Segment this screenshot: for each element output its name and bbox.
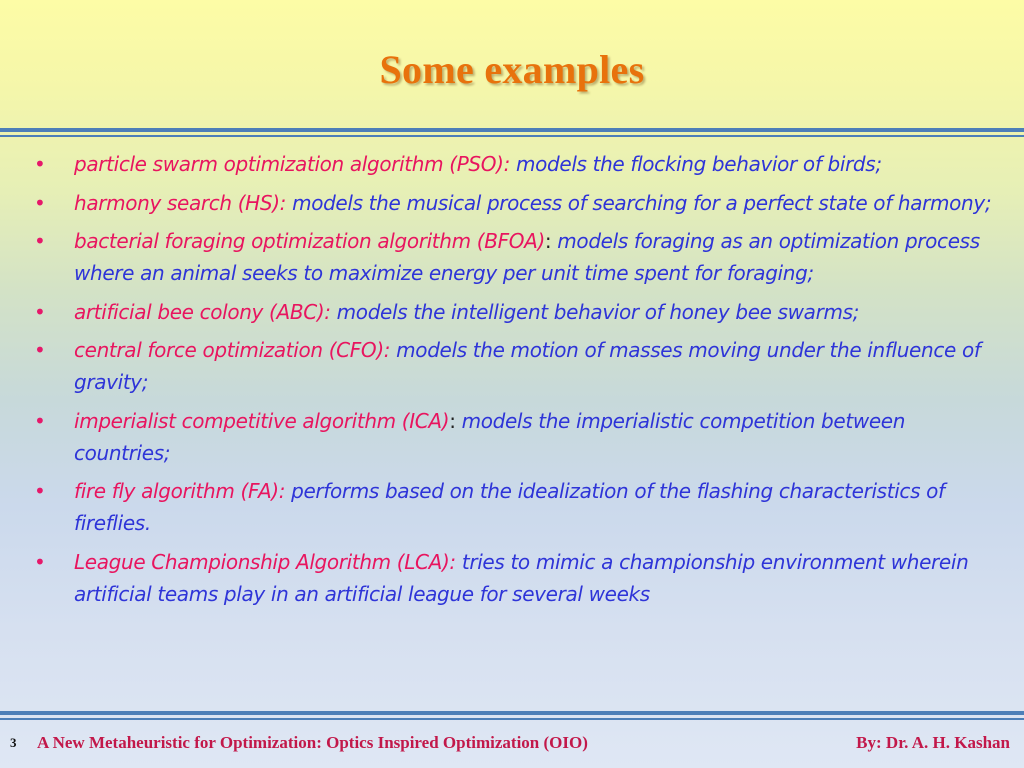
algorithm-description: models the flocking behavior of birds;	[510, 152, 882, 176]
algorithm-name: artificial bee colony (ABC):	[74, 299, 331, 324]
divider-thick-line	[0, 128, 1024, 132]
algorithm-name: League Championship Algorithm (LCA):	[74, 549, 456, 574]
divider-thin-line	[0, 135, 1024, 137]
algorithm-description: models the intelligent behavior of honey bee swarms;	[330, 299, 860, 324]
slide-title: Some examples	[379, 47, 645, 92]
algorithm-name: bacterial foraging optimization algorithm (BFOA)	[74, 229, 545, 253]
list-item	[0, 296, 1024, 328]
separator: :	[449, 408, 456, 433]
footer-title: A New Metaheuristic for Optimization: Optics Inspired Optimization (OIO)	[37, 733, 588, 752]
divider-thin-line	[0, 718, 1024, 720]
algorithm-description: models foraging as an optimization process where an animal seeks to maximize energy per unit time spent for foraging;	[74, 229, 980, 285]
bullet-icon: •	[34, 229, 46, 253]
title-divider	[0, 128, 1024, 137]
divider-thick-line	[0, 711, 1024, 715]
algorithm-description: performs based on the idealization of the flashing characteristics of fireflies.	[74, 479, 945, 535]
algorithm-name: harmony search (HS):	[74, 190, 287, 215]
bullet-icon: •	[34, 190, 46, 215]
examples-list	[0, 148, 1024, 616]
list-item	[0, 187, 1024, 219]
algorithm-description: models the musical process of searching for a perfect state of harmony;	[286, 190, 992, 215]
bullet-icon: •	[34, 338, 46, 362]
footer-author: By: Dr. A. H. Kashan	[856, 733, 1010, 752]
algorithm-description: models the imperialistic competition between countries;	[74, 408, 906, 465]
separator: :	[544, 229, 552, 253]
algorithm-description: tries to mimic a championship environment wherein artificial teams play in an artificial league for several weeks	[74, 549, 969, 606]
algorithm-name: imperialist competitive algorithm (ICA)	[74, 408, 450, 433]
algorithm-name: central force optimization (CFO):	[74, 338, 391, 362]
slide-number: 3	[10, 735, 17, 750]
algorithm-description: models the motion of masses moving under the influence of gravity;	[74, 338, 981, 394]
algorithm-name: particle swarm optimization algorithm (PSO):	[74, 152, 510, 176]
algorithm-name: fire fly algorithm (FA):	[74, 479, 286, 503]
bullet-icon: •	[34, 479, 46, 503]
footer-divider	[0, 711, 1024, 720]
list-item	[0, 546, 1024, 610]
list-item	[0, 405, 1024, 469]
list-item	[0, 225, 1024, 289]
bullet-icon: •	[34, 299, 46, 324]
list-item	[0, 148, 1024, 180]
bullet-icon: •	[34, 152, 46, 176]
list-item	[0, 475, 1024, 539]
bullet-icon: •	[34, 408, 46, 433]
bullet-icon: •	[34, 549, 46, 574]
list-item	[0, 334, 1024, 398]
